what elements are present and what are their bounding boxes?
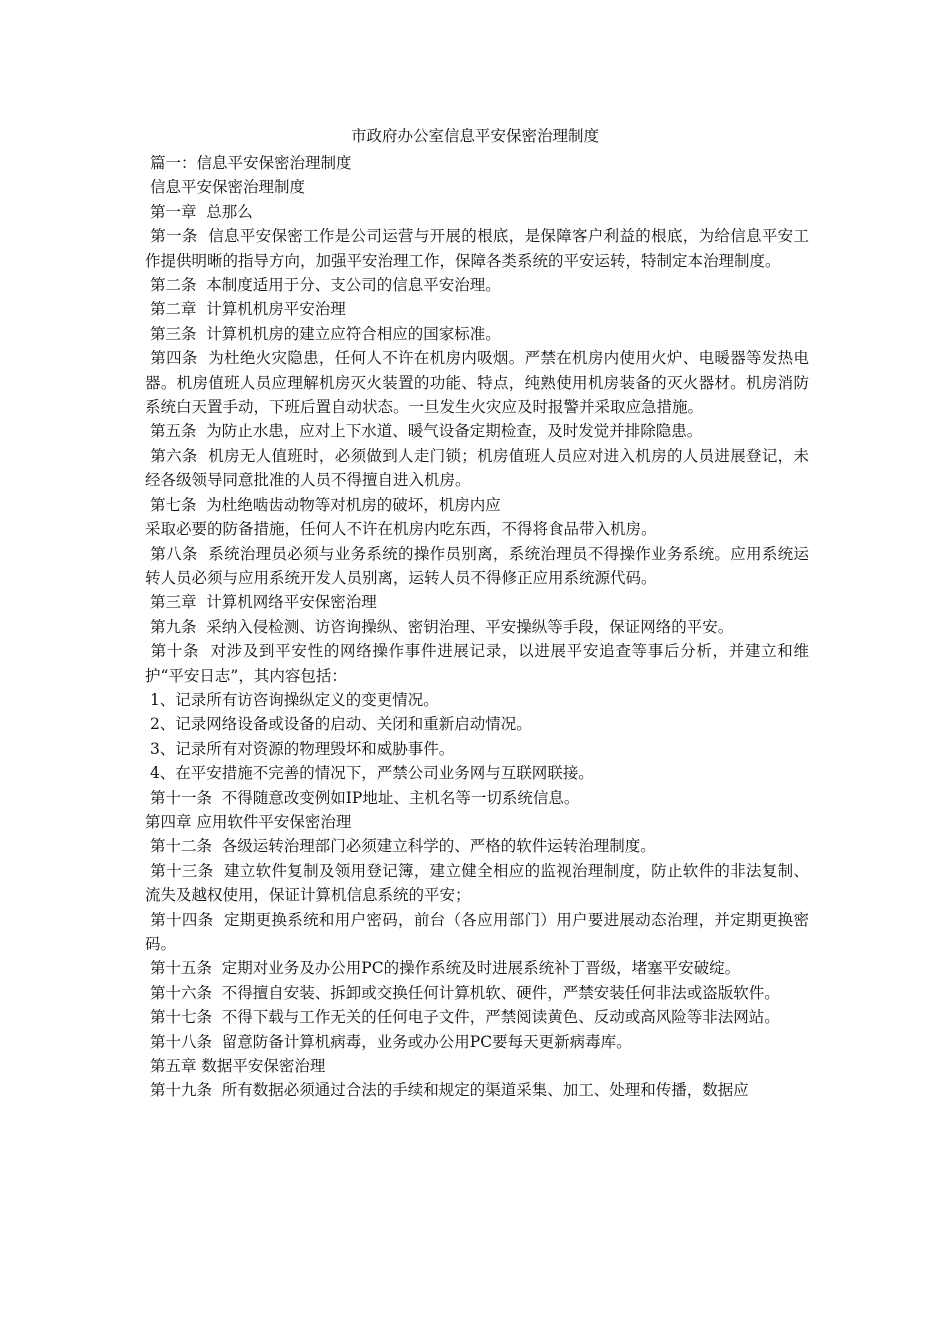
document-paragraph: 第三章 计算机网络平安保密治理 xyxy=(145,593,377,612)
document-paragraph: 2、记录网络设备或设备的启动、关闭和重新启动情况。 xyxy=(145,715,532,734)
document-paragraph: 第十二条 各级运转治理部门必须建立科学的、严格的软件运转治理制度。 xyxy=(145,837,656,856)
document-paragraph: 第四章 应用软件平安保密治理 xyxy=(145,812,352,831)
document-paragraph: 采取必要的防备措施，任何人不许在机房内吃东西，不得将食品带入机房。 xyxy=(145,520,657,539)
document-paragraph: 信息平安保密治理制度 xyxy=(145,178,305,197)
document-paragraph: 第三条 计算机机房的建立应符合相应的国家标准。 xyxy=(145,324,501,343)
document-paragraph: 第一条 信息平安保密工作是公司运营与开展的根底，是保障客户利益的根底，为给信息平安工作提供明晰的指导方向，加强平安治理工作，保障各类系统的平安运转，特制定本治理制度。 xyxy=(145,227,809,270)
document-paragraph: 篇一：信息平安保密治理制度 xyxy=(145,154,352,172)
document-paragraph: 第九条 采纳入侵检测、访咨询操纵、密钥治理、平安操纵等手段，保证网络的平安。 xyxy=(145,617,734,636)
document-paragraph: 4、在平安措施不完善的情况下，严禁公司业务网与互联网联接。 xyxy=(145,764,594,783)
document-paragraph: 第五章 数据平安保密治理 xyxy=(145,1057,326,1076)
document-body xyxy=(145,151,809,1103)
document-paragraph: 第十一条 不得随意改变例如IP地址、主机名等一切系统信息。 xyxy=(145,788,580,807)
document-paragraph: 第八条 系统治理员必须与业务系统的操作员别离，系统治理员不得操作业务系统。应用系统运转人员必须与应用系统开发人员别离，运转人员不得修正应用系统源代码。 xyxy=(145,544,809,587)
document-paragraph: 第二章 计算机机房平安治理 xyxy=(145,300,346,319)
document-paragraph: 第十五条 定期对业务及办公用PC的操作系统及时进展系统补丁晋级，堵塞平安破绽。 xyxy=(145,959,741,978)
document-paragraph: 第十六条 不得擅自安装、拆卸或交换任何计算机软、硬件，严禁安装任何非法或盗版软件。 xyxy=(145,983,780,1002)
document-paragraph: 第十四条 定期更换系统和用户密码，前台（各应用部门）用户要进展动态治理，并定期更换密码。 xyxy=(145,910,809,953)
document-paragraph: 第一章 总那么 xyxy=(145,202,253,221)
document-paragraph: 第十条 对涉及到平安性的网络操作事件进展记录，以进展平安追查等事后分析，并建立和维护“平安日志”，其内容包括： xyxy=(145,642,809,685)
document-paragraph: 第十七条 不得下载与工作无关的任何电子文件，严禁阅读黄色、反动或高风险等非法网站。 xyxy=(145,1008,780,1027)
document-paragraph: 第十八条 留意防备计算机病毒，业务或办公用PC要每天更新病毒库。 xyxy=(145,1032,632,1051)
document-paragraph: 第六条 机房无人值班时，必须做到人走门锁；机房值班人员应对进入机房的人员进展登记，未经各级领导同意批准的人员不得擅自进入机房。 xyxy=(145,446,809,490)
document-paragraph: 3、记录所有对资源的物理毁坏和威胁事件。 xyxy=(145,739,455,758)
document-paragraph: 1、记录所有访咨询操纵定义的变更情况。 xyxy=(145,690,439,709)
document-paragraph: 第四条 为杜绝火灾隐患，任何人不许在机房内吸烟。严禁在机房内使用火炉、电暖器等发热电器。机房值班人员应理解机房灭火装置的功能、特点，纯熟使用机房装备的灭火器材。机房消防系统白天置手动，下班后置自动状态。一旦发生火灾应及时报警并采取应急措施。 xyxy=(145,349,809,417)
document-paragraph: 第七条 为杜绝啮齿动物等对机房的破坏，机房内应 xyxy=(145,495,501,514)
document-paragraph: 第十九条 所有数据必须通过合法的手续和规定的渠道采集、加工、处理和传播，数据应 xyxy=(145,1081,749,1100)
document-paragraph: 第二条 本制度适用于分、支公司的信息平安治理。 xyxy=(145,276,501,295)
document-paragraph: 第五条 为防止水患，应对上下水道、暖气设备定期检查，及时发觉并排除隐患。 xyxy=(145,422,703,441)
document-paragraph: 第十三条 建立软件复制及领用登记簿，建立健全相应的监视治理制度，防止软件的非法复制、流失及越权使用，保证计算机信息系统的平安； xyxy=(145,861,809,905)
document-title: 市政府办公室信息平安保密治理制度 xyxy=(350,127,599,145)
